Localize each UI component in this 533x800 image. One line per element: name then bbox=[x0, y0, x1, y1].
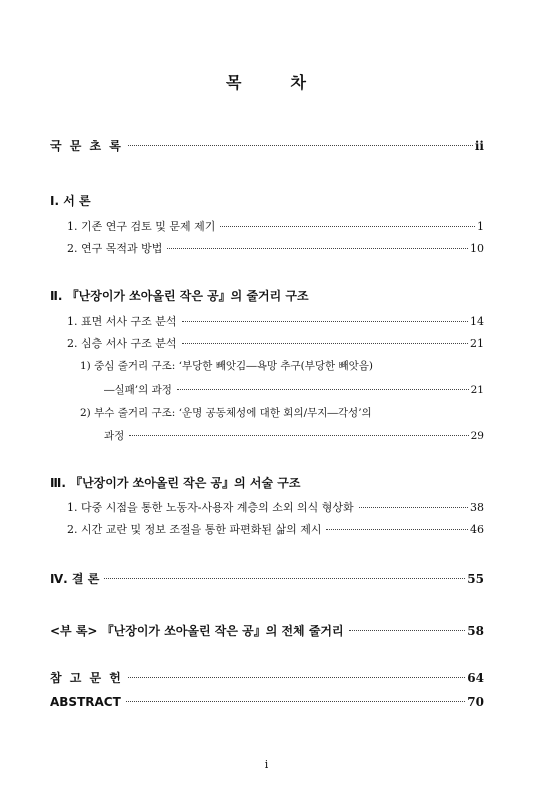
leader-dots bbox=[167, 247, 468, 249]
toc-entry-page: 10 bbox=[470, 242, 484, 255]
leader-dots bbox=[128, 144, 473, 146]
leader-dots bbox=[104, 577, 465, 579]
toc-entry-page: ii bbox=[474, 139, 484, 153]
toc-entry-page: 70 bbox=[467, 695, 484, 709]
toc-entry-label: ―실패’의 과정 bbox=[104, 384, 172, 396]
toc-entry-1-1[interactable] bbox=[67, 220, 484, 234]
toc-entry-2-2[interactable] bbox=[67, 337, 484, 351]
toc-entry-label: 1. 표면 서사 구조 분석 bbox=[67, 315, 177, 328]
toc-entry-page: 46 bbox=[470, 523, 484, 536]
toc-entry-label: Ⅰ. 서 론 bbox=[50, 194, 91, 208]
toc-entry-label: 국 문 초 록 bbox=[50, 139, 123, 153]
leader-dots bbox=[305, 482, 482, 483]
leader-dots bbox=[126, 700, 466, 702]
title-part-1: 목 bbox=[226, 73, 243, 92]
toc-entry-label: 1) 중심 줄거리 구조: ‘부당한 빼앗김―욕망 추구(부당한 빼앗음) bbox=[80, 360, 373, 372]
leader-dots bbox=[314, 295, 482, 296]
toc-entry-page: 38 bbox=[470, 501, 484, 514]
toc-entry-page: 21 bbox=[470, 337, 484, 350]
toc-entry-3-1[interactable] bbox=[67, 501, 484, 515]
toc-entry-2-2-1-line2[interactable] bbox=[104, 383, 484, 397]
toc-entry-2-2-2-line1[interactable] bbox=[80, 406, 484, 420]
toc-entry-label: Ⅳ. 결 론 bbox=[50, 572, 100, 586]
leader-dots bbox=[96, 200, 482, 201]
toc-entry-page: 1 bbox=[477, 220, 484, 233]
leader-dots bbox=[378, 365, 482, 366]
toc-entry-label: Ⅲ. 『난장이가 쏘아올린 작은 공』의 서술 구조 bbox=[50, 476, 301, 490]
title-part-2: 차 bbox=[290, 73, 307, 92]
toc-entry-label: 2. 연구 목적과 방법 bbox=[67, 242, 163, 255]
page-number: i bbox=[264, 758, 269, 771]
leader-dots bbox=[349, 629, 466, 631]
toc-section-4[interactable] bbox=[50, 572, 484, 586]
toc-entry-page: 58 bbox=[467, 624, 484, 638]
toc-entry-page: 14 bbox=[470, 315, 484, 328]
toc-references[interactable] bbox=[50, 671, 484, 685]
toc-entry-2-2-1-line1[interactable] bbox=[80, 359, 484, 373]
toc-entry-page: 64 bbox=[467, 671, 484, 685]
toc-entry-page: 21 bbox=[470, 384, 484, 396]
leader-dots bbox=[128, 676, 465, 678]
toc-appendix[interactable] bbox=[50, 624, 484, 638]
toc-entry-korean-abstract[interactable] bbox=[50, 139, 484, 153]
toc-entry-label: 과정 bbox=[104, 430, 125, 442]
leader-dots bbox=[182, 342, 469, 344]
toc-entry-label: <부 록> 『난장이가 쏘아올린 작은 공』의 전체 줄거리 bbox=[50, 624, 344, 638]
toc-section-2[interactable] bbox=[50, 289, 484, 303]
leader-dots bbox=[326, 528, 468, 530]
toc-entry-label: Ⅱ. 『난장이가 쏘아올린 작은 공』의 줄거리 구조 bbox=[50, 289, 309, 303]
leader-dots bbox=[177, 388, 469, 390]
toc-entry-label: 2) 부수 줄거리 구조: ‘운명 공동체성에 대한 회의/무지―각성’의 bbox=[80, 407, 372, 419]
leader-dots bbox=[359, 506, 468, 508]
toc-entry-label: 2. 시간 교란 및 정보 조절을 통한 파편화된 삶의 제시 bbox=[67, 523, 322, 536]
leader-dots bbox=[220, 225, 475, 227]
toc-section-3[interactable] bbox=[50, 476, 484, 490]
toc-entry-label: ABSTRACT bbox=[50, 695, 121, 709]
toc-entry-2-2-2-line2[interactable] bbox=[104, 429, 484, 443]
toc-entry-label: 1. 기존 연구 검토 및 문제 제기 bbox=[67, 220, 216, 233]
toc-entry-1-2[interactable] bbox=[67, 242, 484, 256]
toc-entry-label: 2. 심층 서사 구조 분석 bbox=[67, 337, 177, 350]
leader-dots bbox=[377, 412, 482, 413]
toc-entry-page: 55 bbox=[467, 572, 484, 586]
toc-entry-label: 참 고 문 헌 bbox=[50, 671, 123, 685]
toc-entry-label: 1. 다중 시점을 통한 노동자-사용자 계층의 소외 의식 형상화 bbox=[67, 501, 354, 514]
toc-entry-3-2[interactable] bbox=[67, 523, 484, 537]
leader-dots bbox=[182, 320, 469, 322]
toc-entry-page: 29 bbox=[470, 430, 484, 442]
toc-section-1[interactable] bbox=[50, 194, 484, 208]
leader-dots bbox=[129, 434, 468, 436]
toc-entry-2-1[interactable] bbox=[67, 315, 484, 329]
toc-abstract[interactable] bbox=[50, 695, 484, 709]
